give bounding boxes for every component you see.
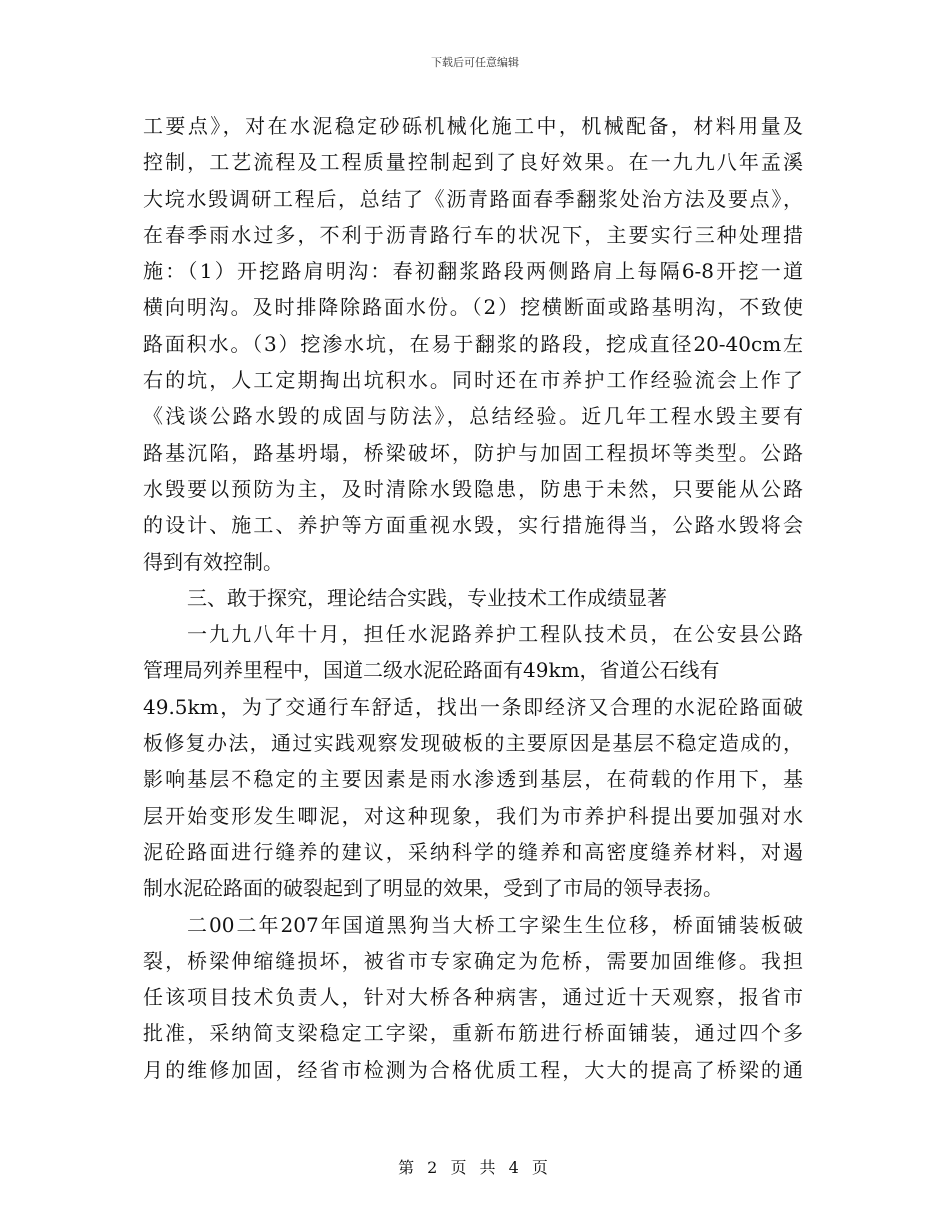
- text-line: 任该项目技术负责人，针对大桥各种病害，通过近十天观察，报省市: [143, 985, 803, 1010]
- text-line: 制水泥砼路面的破裂起到了明显的效果，受到了市局的领导表扬。: [143, 876, 723, 901]
- page-header: 下载后可任意编辑: [431, 56, 519, 69]
- text-line: 49.5km，为了交通行车舒适，找出一条即经济又合理的水泥砼路面破: [143, 694, 803, 719]
- text-line: 的设计、施工、养护等方面重视水毁，实行措施得当，公路水毁将会: [143, 513, 803, 538]
- document-body: [143, 108, 803, 1088]
- text-line: 控制，工艺流程及工程质量控制起到了良好效果。在一九九八年孟溪: [143, 150, 803, 175]
- text-line: 二00二年207年国道黑狗当大桥工字梁生生位移，桥面铺装板破: [187, 912, 803, 937]
- text-line: 在春季雨水过多，不利于沥青路行车的状况下，主要实行三种处理措: [143, 222, 803, 247]
- text-line: 横向明沟。及时排降除路面水份。（2）挖横断面或路基明沟，不致使: [143, 295, 803, 320]
- text-line: 水毁要以预防为主，及时清除水毁隐患，防患于未然，只要能从公路: [143, 476, 803, 501]
- text-line: 三、敢于探究，理论结合实践，专业技术工作成绩显著: [187, 585, 667, 610]
- text-line: 影响基层不稳定的主要因素是雨水渗透到基层，在荷载的作用下，基: [143, 767, 803, 792]
- text-line: 《浅谈公路水毁的成固与防法》，总结经验。近几年工程水毁主要有: [143, 404, 803, 429]
- text-line: 板修复办法，通过实践观察发现破板的主要原因是基层不稳定造成的，: [143, 731, 803, 756]
- text-line: 裂，桥梁伸缩缝损坏，被省市专家确定为危桥，需要加固维修。我担: [143, 948, 803, 973]
- text-line: 泥砼路面进行缝养的建议，采纳科学的缝养和高密度缝养材料，对遏: [143, 839, 803, 864]
- text-line: 施：（1）开挖路肩明沟：春初翻浆路段两侧路肩上每隔6-8开挖一道: [143, 259, 803, 284]
- text-line: 路基沉陷，路基坍塌，桥梁破坏，防护与加固工程损坏等类型。公路: [143, 440, 803, 465]
- text-line: 批准，采纳简支梁稳定工字梁，重新布筋进行桥面铺装，通过四个多: [143, 1021, 803, 1046]
- text-line: 管理局列养里程中，国道二级水泥砼路面有49km，省道公石线有: [143, 658, 720, 683]
- text-line: 路面积水。（3）挖渗水坑，在易于翻浆的路段，挖成直径20-40cm左: [143, 331, 803, 356]
- text-line: 工要点》，对在水泥稳定砂砾机械化施工中，机械配备，材料用量及: [143, 114, 803, 138]
- text-line: 层开始变形发生唧泥，对这种现象，我们为市养护科提出要加强对水: [143, 803, 803, 828]
- page-number: 第 2 页 共 4 页: [398, 1158, 552, 1177]
- text-line: 一九九八年十月，担任水泥路养护工程队技术员，在公安县公路: [187, 622, 803, 647]
- text-line: 大垸水毁调研工程后，总结了《沥青路面春季翻浆处治方法及要点》，: [143, 186, 803, 211]
- text-line: 得到有效控制。: [143, 549, 283, 574]
- text-line: 右的坑，人工定期掏出坑积水。同时还在市养护工作经验流会上作了: [143, 368, 803, 393]
- text-line: 月的维修加固，经省市检测为合格优质工程，大大的提高了桥梁的通: [143, 1057, 803, 1082]
